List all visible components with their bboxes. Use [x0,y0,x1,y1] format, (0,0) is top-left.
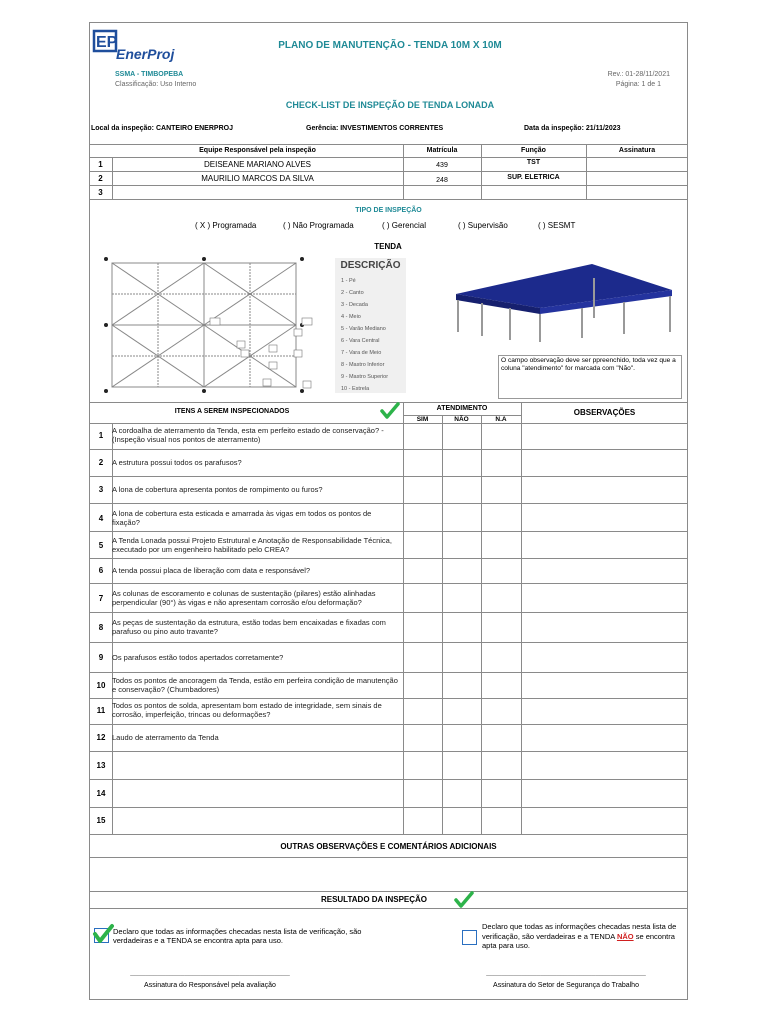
item-question: A tenda possui placa de liberação com data e responsável? [112,566,311,575]
item-question: A estrutura possui todos os parafusos? [112,458,242,467]
form-title: PLANO DE MANUTENÇÃO - TENDA 10M X 10M [278,40,502,51]
data-inspecao: Data da inspeção: 21/11/2023 [524,125,621,132]
descricao-item: 4 - Meio [341,314,361,320]
descricao-legend [335,258,406,393]
team-row-matricula: 248 [436,177,448,184]
item-question: A lona de cobertura esta esticada e amarrada às vigas em todos os pontos de fixação? [112,509,372,527]
checklist-subtitle: CHECK-LIST DE INSPEÇÃO DE TENDA LONADA [285,100,495,110]
tipo-option-programada[interactable]: ( X ) Programada [195,221,257,230]
obs-note: O campo observação deve ser ppreenchido, toda vez que a coluna "atendimento" for marcada com "Não". [501,357,676,372]
item-number: 8 [98,623,104,632]
nao-apta-checkbox[interactable] [462,930,477,945]
outras-observacoes-title: OUTRAS OBSERVAÇÕES E COMENTÁRIOS ADICIONAIS [280,842,497,851]
item-question: As colunas de escoramento e colunas de sustentação (pilares) estão alinhadas perpendicular (90°) às vigas e não apresentam corrosão e/ou deformação? [112,589,376,607]
team-row-name: DEISEANE MARIANO ALVES [204,160,311,169]
descricao-item: 9 - Mastro Superior [341,374,389,380]
signature-responsavel: Assinatura do Responsável pela avaliação [144,982,276,989]
na-header: N.A [495,416,507,423]
declaracao-apta: Declaro que todas as informações checadas nesta lista de verificação, são verdadeiras e a TENDA se encontra apta para uso. [113,927,362,945]
item-question: Os parafusos estão todos apertados corretamente? [112,653,284,662]
header-check-icon [380,402,400,420]
item-number: 5 [98,541,104,550]
team-row-funcao: SUP. ELETRICA [507,174,560,181]
tipo-option-nao-programada[interactable]: ( ) Não Programada [283,221,354,230]
item-question: Todos os pontos de solda, apresentam bom estado de integridade, sem sinais de corrosão, imperfeição, trincas ou deformações? [112,701,382,719]
tent-structure-diagram [100,255,322,395]
declaracao-nao-apta [482,922,682,951]
item-number: 15 [96,816,106,825]
local-inspecao: Local da inspeção: CANTEIRO ENERPROJ [91,125,233,132]
apta-check-icon [92,923,114,945]
item-number: 4 [98,514,104,523]
tent-photo [452,258,678,344]
team-row-funcao: TST [526,159,541,166]
item-number: 14 [96,789,106,798]
team-header-assinatura: Assinatura [618,147,656,154]
descricao-title: DESCRIÇÃO [340,260,401,271]
descricao-item: 10 - Estrela [341,386,370,392]
descricao-item: 8 - Mastro Inferior [341,362,385,368]
itens-header: ITENS A SEREM INSPECIONADOS [174,408,290,415]
tipo-title: TIPO DE INSPEÇÃO [355,207,422,214]
item-number: 12 [96,733,106,742]
tenda-label: TENDA [374,242,402,251]
team-row-number: 3 [98,188,103,197]
item-question: Laudo de aterramento da Tenda [112,733,219,742]
signature-line-setor: _________________________________________ [486,969,646,976]
declaracao-nao-word: NÃO [616,931,634,941]
page-label: Página: 1 de 1 [615,81,661,88]
item-question: A lona de cobertura apresenta pontos de rompimento ou furos? [112,485,323,494]
unit-label: SSMA - TIMBOPEBA [115,71,184,78]
resultado-title: RESULTADO DA INSPEÇÃO [320,895,428,904]
resultado-check-icon [454,891,474,909]
item-number: 10 [96,681,106,690]
descricao-item: 6 - Vara Central [341,338,380,344]
signature-setor: Assinatura do Setor de Segurança do Trabalho [493,982,639,989]
item-number: 7 [98,594,104,603]
declaracao-nao-part1: Declaro que todas as informações checadas nesta lista de verificação, são verdadeiras e a TENDA [482,922,677,941]
team-row-number: 2 [98,174,103,183]
descricao-item: 3 - Decada [341,302,368,308]
team-row-name: MAURILIO MARCOS DA SILVA [201,174,314,183]
team-row-number: 1 [98,160,103,169]
team-header-funcao: Função [521,147,546,154]
team-row-matricula: 439 [436,162,448,169]
item-number: 2 [98,458,104,467]
item-question: A Tenda Lonada possui Projeto Estrutural e Anotação de Responsabilidade Técnica, executado por um engenheiro habilitado pelo CREA? [112,536,392,554]
logo-brand: EnerProj [116,46,175,62]
declaracao-nao-part2: se encontra apta para uso. [482,931,675,950]
item-number: 11 [96,706,106,715]
item-question: A cordoalha de aterramento da Tenda, esta em perfeito estado de conservação? - (Inspeção visual nos pontos de aterramento) [112,426,384,444]
item-number: 6 [98,566,104,575]
team-header-matricula: Matrícula [426,147,458,154]
item-question: Todos os pontos de ancoragem da Tenda, estão em perfeira condição de manutenção e conservação? (Chumbadores) [112,676,398,694]
descricao-item: 5 - Varão Mediano [341,326,386,332]
descricao-item: 7 - Vara de Meio [341,350,382,356]
item-number: 13 [96,761,106,770]
item-number: 1 [98,431,104,440]
classification-label: Classificação: Uso Interno [115,81,197,88]
item-question: As peças de sustentação da estrutura, estão todas bem encaixadas e fixadas com parafuso ou pino auto travante? [112,618,386,636]
observacoes-header: OBSERVAÇÕES [573,408,636,417]
item-number: 9 [98,653,104,662]
atendimento-header: ATENDIMENTO [436,405,488,412]
logo-ep: EP [96,34,118,51]
item-number: 3 [98,485,104,494]
tipo-option-supervisao[interactable]: ( ) Supervisão [458,221,508,230]
signature-line-responsavel: _________________________________________ [130,969,290,976]
sim-header: SIM [416,416,429,423]
nao-header: NÃO [454,416,469,423]
team-header-name: Equipe Responsável pela inspeção [199,147,316,154]
revision-label: Rev.: 01-28/11/2021 [607,71,670,78]
tipo-option-sesmt[interactable]: ( ) SESMT [538,221,576,230]
descricao-item: 2 - Canto [341,290,364,296]
gerencia: Gerência: INVESTIMENTOS CORRENTES [306,125,444,132]
descricao-item: 1 - Pé [341,278,356,284]
tipo-option-gerencial[interactable]: ( ) Gerencial [382,221,427,230]
